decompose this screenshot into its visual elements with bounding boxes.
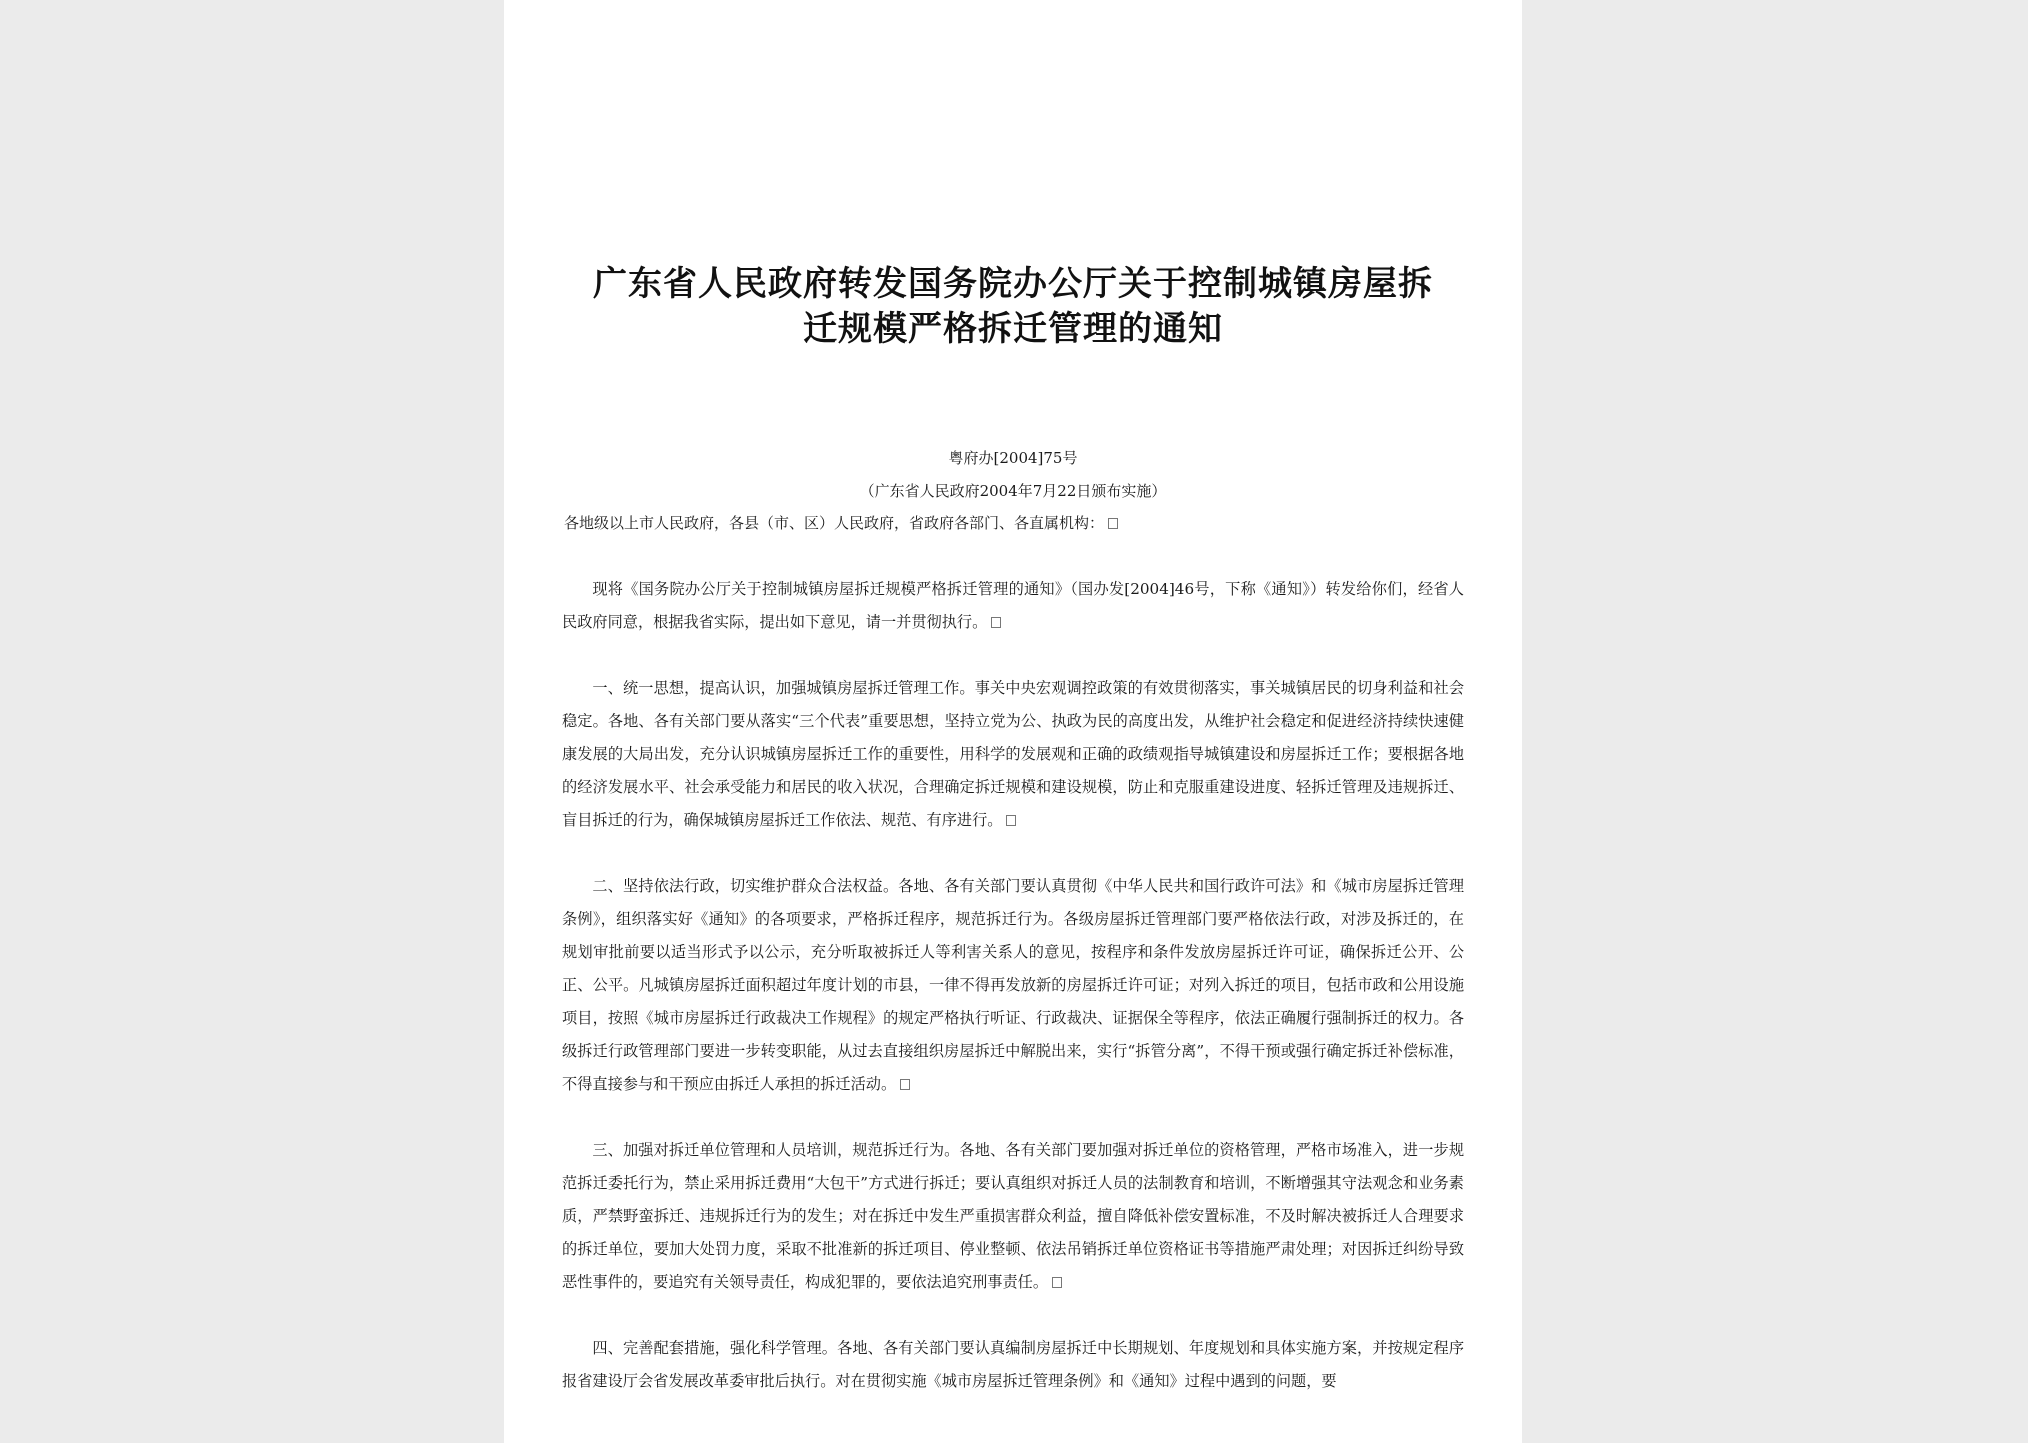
paragraph-section-4 — [562, 1332, 1464, 1398]
paragraph-text: 四、完善配套措施，强化科学管理。各地、各有关部门要认真编制房屋拆迁中长期规划、年度规划和具体实施方案，并按规定程序报省建设厅会省发展改革委审批后执行。对在贯彻实施《城市房屋拆迁管理条例》和《通知》过程中遇到的问题，要 — [562, 1339, 1464, 1390]
title-line-2: 迁规模严格拆迁管理的通知 — [803, 309, 1223, 349]
paragraph-section-3 — [562, 1134, 1464, 1299]
paragraph-section-2 — [562, 870, 1464, 1101]
document-page — [504, 0, 1522, 1443]
paragraph-mark-icon — [991, 617, 1001, 628]
paragraph-text: 现将《国务院办公厅关于控制城镇房屋拆迁规模严格拆迁管理的通知》（国办发[2004]46号，下称《通知》）转发给你们，经省人民政府同意，根据我省实际，提出如下意见，请一并贯彻执行。 — [562, 580, 1464, 631]
addressee-line — [564, 513, 1464, 533]
document-number: 粤府办[2004]75号 — [948, 449, 1078, 467]
document-title — [562, 262, 1464, 352]
paragraph-text: 二、坚持依法行政，切实维护群众合法权益。各地、各有关部门要认真贯彻《中华人民共和国行政许可法》和《城市房屋拆迁管理条例》，组织落实好《通知》的各项要求，严格拆迁程序，规范拆迁行为。各级房屋拆迁管理部门要严格依法行政，对涉及拆迁的，在规划审批前要以适当形式予以公示，充分听取被拆迁人等利害关系人的意见，按程序和条件发放房屋拆迁许可证，确保拆迁公开、公正、公平。凡城镇房屋拆迁面积超过年度计划的市县，一律不得再发放新的房屋拆迁许可证；对列入拆迁的项目，包括市政和公用设施项目，按照《城市房屋拆迁行政裁决工作规程》的规定严格执行听证、行政裁决、证据保全等程序，依法正确履行强制拆迁的权力。各级拆迁行政管理部门要进一步转变职能，从过去直接组织房屋拆迁中解脱出来，实行“拆管分离”，不得干预或强行确定拆迁补偿标准，不得直接参与和干预应由拆迁人承担的拆迁活动。 — [562, 877, 1464, 1093]
paragraph-text: 三、加强对拆迁单位管理和人员培训，规范拆迁行为。各地、各有关部门要加强对拆迁单位的资格管理，严格市场准入，进一步规范拆迁委托行为，禁止采用拆迁费用“大包干”方式进行拆迁；要认真组织对拆迁人员的法制教育和培训，不断增强其守法观念和业务素质，严禁野蛮拆迁、违规拆迁行为的发生；对在拆迁中发生严重损害群众利益，擅自降低补偿安置标准，不及时解决被拆迁人合理要求的拆迁单位，要加大处罚力度，采取不批准新的拆迁项目、停业整顿、依法吊销拆迁单位资格证书等措施严肃处理；对因拆迁纠纷导致恶性事件的，要追究有关领导责任，构成犯罪的，要依法追究刑事责任。 — [562, 1141, 1464, 1291]
paragraph-section-1 — [562, 672, 1464, 837]
paragraph-mark-icon — [1108, 518, 1118, 529]
paragraph-mark-icon — [900, 1079, 910, 1090]
paragraph-text: 一、统一思想，提高认识，加强城镇房屋拆迁管理工作。事关中央宏观调控政策的有效贯彻落实，事关城镇居民的切身利益和社会稳定。各地、各有关部门要从落实“三个代表”重要思想，坚持立党为公、执政为民的高度出发，从维护社会稳定和促进经济持续快速健康发展的大局出发，充分认识城镇房屋拆迁工作的重要性，用科学的发展观和正确的政绩观指导城镇建设和房屋拆迁工作；要根据各地的经济发展水平、社会承受能力和居民的收入状况，合理确定拆迁规模和建设规模，防止和克服重建设进度、轻拆迁管理及违规拆迁、盲目拆迁的行为，确保城镇房屋拆迁工作依法、规范、有序进行。 — [562, 679, 1464, 829]
paragraph-intro — [562, 573, 1464, 639]
issued-note: （广东省人民政府2004年7月22日颁布实施） — [859, 482, 1167, 500]
paragraph-mark-icon — [1006, 815, 1016, 826]
paragraph-mark-icon — [1052, 1277, 1062, 1288]
title-line-1: 广东省人民政府转发国务院办公厅关于控制城镇房屋拆 — [593, 264, 1433, 304]
addressee-text: 各地级以上市人民政府，各县（市、区）人民政府，省政府各部门、各直属机构： — [564, 514, 1105, 532]
